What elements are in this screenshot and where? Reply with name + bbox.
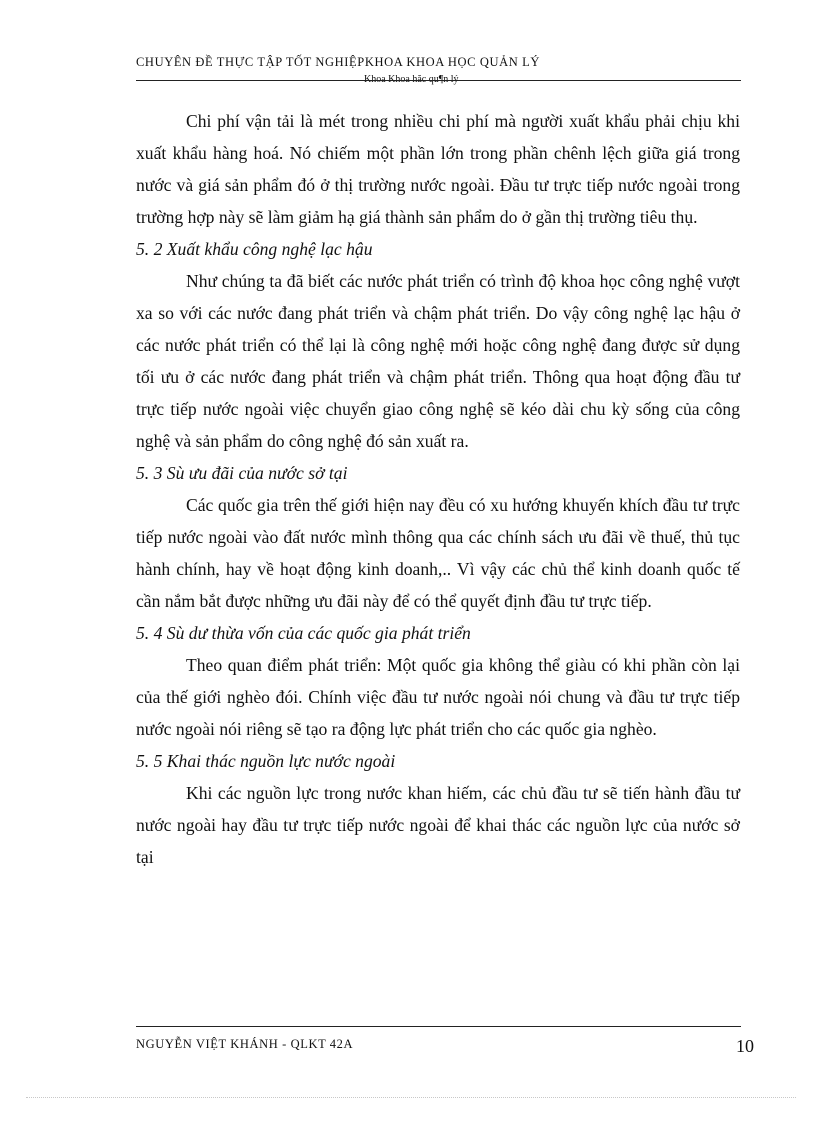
footer-author: NGUYỄN VIỆT KHÁNH - QLKT 42A: [136, 1037, 354, 1051]
section-heading-5-2: 5. 2 Xuất khẩu công nghệ lạc hậu: [136, 239, 373, 259]
section-heading-5-5: 5. 5 Khai thác nguồn lực nước ngoài: [136, 751, 396, 771]
document-body: [136, 105, 740, 873]
page-number: 10: [736, 1036, 754, 1056]
header-title: CHUYÊN ĐỀ THỰC TẬP TỐT NGHIỆPKHOA KHOA HỌC QUẢN LÝ: [136, 55, 540, 69]
paragraph-foreign-resources: Khi các nguồn lực trong nước khan hiếm, các chủ đầu tư sẽ tiến hành đầu tư nước ngoài hay đầu tư trực tiếp nước ngoài để khai thác các nguồn lực của nước sở tại: [136, 783, 740, 867]
paragraph-host-incentives: Các quốc gia trên thế giới hiện nay đều có xu hướng khuyến khích đầu tư trực tiếp nước ngoài vào đất nước mình thông qua các chính sách ưu đãi về thuế, thủ tục hành chính, hay về hoạt động kinh doanh,.. Vì vậy các chủ thể kinh doanh quốc tế cần nắm bắt được những ưu đãi này để có thể quyết định đầu tư trực tiếp.: [136, 495, 740, 611]
section-heading-5-3: 5. 3 Sù ưu đãi của nước sở tại: [136, 463, 348, 483]
header-subtitle: Khoa Khoa hăc qu¶n lý: [364, 74, 459, 85]
paragraph-transport-costs: Chi phí vận tải là mét trong nhiều chi phí mà người xuất khẩu phải chịu khi xuất khẩu hàng hoá. Nó chiếm một phần lớn trong phần chênh lệch giữa giá trong nước và giá sản phẩm đó ở thị trường nước ngoài. Đầu tư trực tiếp nước ngoài trong trường hợp này sẽ làm giảm hạ giá thành sản phẩm do ở gần thị trường tiêu thụ.: [136, 111, 740, 227]
paragraph-capital-surplus: Theo quan điểm phát triển: Một quốc gia không thể giàu có khi phần còn lại của thế giới nghèo đói. Chính việc đầu tư nước ngoài nói chung và đầu tư trực tiếp nước ngoài nói riêng sẽ tạo ra động lực phát triển cho các quốc gia nghèo.: [136, 655, 740, 739]
footer-divider: [136, 1026, 741, 1027]
section-heading-5-4: 5. 4 Sù dư thừa vốn của các quốc gia phát triển: [136, 623, 471, 643]
header-divider: [136, 80, 741, 81]
paragraph-technology-export: Như chúng ta đã biết các nước phát triển có trình độ khoa học công nghệ vượt xa so với các nước đang phát triển và chậm phát triển. Do vậy công nghệ lạc hậu ở các nước phát triển có thể lại là công nghệ mới hoặc công nghệ đang được sử dụng tối ưu ở các nước đang phát triển và chậm phát triển. Thông qua hoạt động đầu tư trực tiếp nước ngoài việc chuyển giao công nghệ sẽ kéo dài chu kỳ sống của công nghệ và sản phẩm do công nghệ đó sản xuất ra.: [136, 271, 740, 451]
page-bottom-dotted-line: [26, 1097, 796, 1098]
